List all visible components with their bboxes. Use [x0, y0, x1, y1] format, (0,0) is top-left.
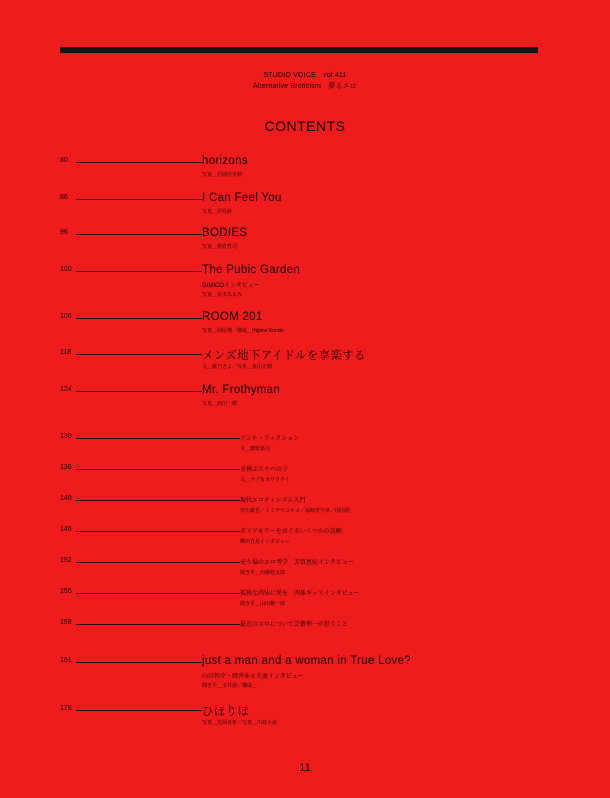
entry-credit: 聞き手＿山田穣一郎: [240, 601, 286, 607]
entry-title: ROOM 201: [202, 311, 263, 323]
page-ref: 80: [60, 157, 68, 164]
entry-title: The Pubic Garden: [202, 264, 301, 276]
entry-subtitle: GIMICOインタビュー: [202, 283, 260, 289]
entry-credit: 文＿羅乃さよ／写真＿並山正樹: [202, 364, 273, 370]
entry-credit: 文＿ラブ＆カワウチイ: [240, 477, 290, 483]
entry-title: アンチ・フィクション: [240, 436, 300, 442]
entry-credit: 写真＿光岡真希／写真＿川島小島: [202, 720, 278, 726]
entry-credit: 聞き手＿玉井創／構成＿: [202, 683, 258, 689]
leader-rule: [76, 593, 240, 594]
leader-rule: [76, 662, 202, 663]
leader-rule: [76, 438, 240, 439]
leader-rule: [76, 562, 240, 563]
entry-title: メンズ地下アイドルを享楽する: [202, 350, 366, 362]
page-ref: 158: [60, 619, 72, 626]
page-ref: 161: [60, 657, 72, 664]
entry-credit: 宮川雄吾／トミヤマユキコ／福崎孝宇章／国図語: [240, 508, 351, 514]
leader-rule: [76, 271, 202, 272]
leader-rule: [76, 318, 202, 319]
entry-credit: 聞き手＿内藤悠太郎: [240, 570, 286, 576]
entry-credit: 写真＿岡原翔／構成＿Hajime Kondo: [202, 328, 284, 334]
entry-credit: 写真＿伊丹鈴: [202, 209, 233, 215]
entry-title: 孤独な肉体に愛を 肉体ギッスインタビュー: [240, 591, 360, 597]
page-ref: 152: [60, 557, 72, 564]
leader-rule: [76, 500, 240, 501]
entry-credit: 文＿濃野嘉司: [240, 446, 271, 452]
page-ref: 100: [60, 266, 72, 273]
entry-credit: 写真＿西川一樹: [202, 401, 238, 407]
entry-credit: 写真＿猪倉哲司: [202, 244, 238, 250]
leader-rule: [76, 469, 240, 470]
page-ref: 106: [60, 313, 72, 320]
page-ref: 118: [60, 349, 72, 356]
leader-rule: [76, 162, 202, 163]
entry-title: BODIES: [202, 227, 248, 239]
contents-title: CONTENTS: [264, 118, 346, 134]
page-ref: 146: [60, 526, 72, 533]
entry-title: 全裸ぷスケベの子: [240, 467, 289, 473]
entry-title: ひほりほ: [202, 706, 250, 718]
page-number: 11: [299, 762, 311, 774]
leader-rule: [76, 354, 202, 355]
entry-title: Mr. Frothyman: [202, 384, 281, 396]
entry-title: just a man and a woman in True Love?: [202, 655, 411, 667]
page-ref: 156: [60, 588, 72, 595]
entry-title: 売り場のエロ考学 芳賀恵紀インタビュー: [240, 560, 354, 566]
entry-title: 最近のエロについて芸藝華一が思うこと: [240, 622, 348, 628]
page-ref: 130: [60, 433, 72, 440]
entry-title: horizons: [202, 155, 248, 167]
issue-line: Alternative Eroticism 夢るエロ: [253, 83, 357, 90]
entry-title: 現代エロティシズム入門: [240, 498, 306, 504]
leader-rule: [76, 531, 240, 532]
page-ref: 136: [60, 464, 72, 471]
leader-rule: [76, 710, 202, 711]
entry-credit: 写真＿荒木なるみ: [202, 292, 243, 298]
page-ref: 96: [60, 229, 68, 236]
page-ref: 140: [60, 495, 72, 502]
leader-rule: [76, 199, 202, 200]
entry-title: ポリアモリーをめぐるいくつかの誤解: [240, 529, 342, 535]
top-rule: [60, 47, 538, 53]
entry-title: I Can Feel You: [202, 192, 282, 204]
page-ref: 86: [60, 194, 68, 201]
leader-rule: [76, 391, 202, 392]
leader-rule: [76, 234, 202, 235]
entry-subtitle: 山田智介・岡井ゆえ夫妻インタビュー: [202, 674, 304, 680]
leader-rule: [76, 624, 240, 625]
page-ref: 178: [60, 705, 72, 712]
magazine-line: STUDIO VOICE vol.411: [263, 72, 347, 79]
entry-credit: 柳田直見インタビュー: [240, 539, 290, 545]
page-ref: 124: [60, 386, 72, 393]
entry-credit: 写真＿岩岡佳里利: [202, 172, 243, 178]
